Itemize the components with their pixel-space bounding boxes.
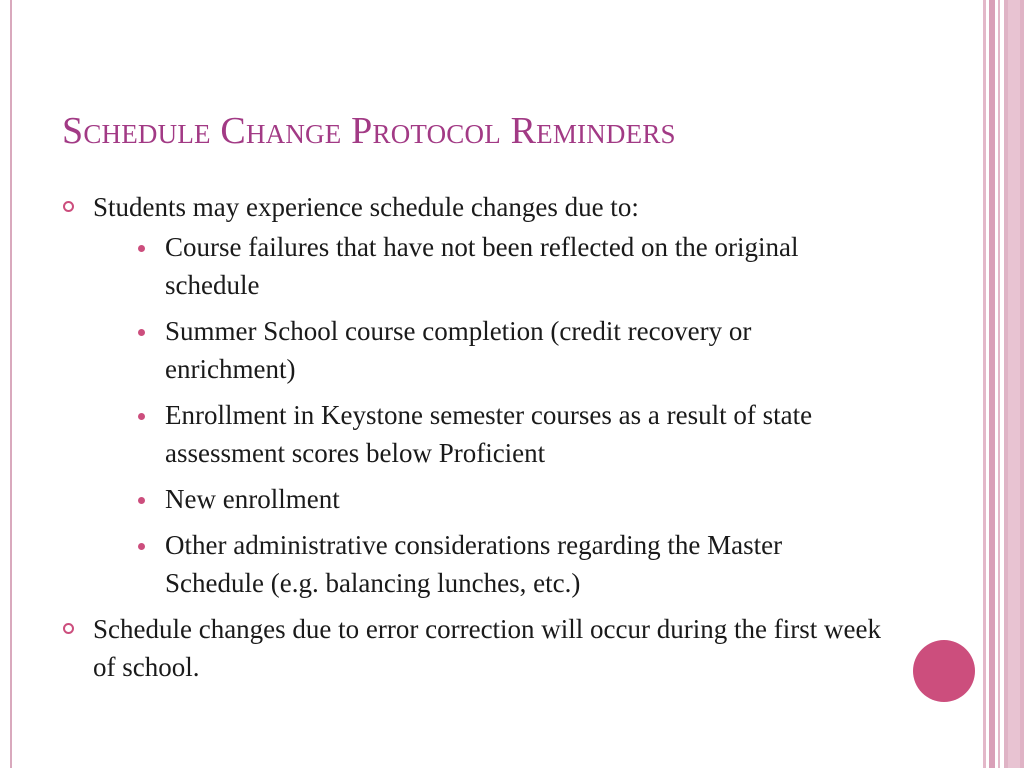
dot-bullet-icon — [138, 543, 145, 550]
dot-bullet-icon — [138, 497, 145, 504]
sub-bullet-text: Other administrative considerations regarding the Master Schedule (e.g. balancing lunches, etc.) — [165, 530, 783, 598]
sub-bullet-text: Summer School course completion (credit recovery or enrichment) — [165, 316, 752, 384]
dot-bullet-icon — [138, 329, 145, 336]
slide-title: Schedule Change Protocol Reminders — [62, 110, 676, 152]
slide-body — [62, 188, 882, 690]
bullet-text: Students may experience schedule changes due to: — [93, 192, 639, 222]
sub-bullet-list — [93, 228, 882, 602]
left-border-line — [10, 0, 12, 768]
sub-bullet-text: Course failures that have not been reflected on the original schedule — [165, 232, 799, 300]
sub-bullet-text: New enrollment — [165, 484, 340, 514]
sub-bullet-item — [93, 312, 882, 388]
ring-bullet-icon — [63, 201, 74, 212]
bullet-item — [62, 188, 882, 602]
sub-bullet-item — [93, 228, 882, 304]
sub-bullet-item — [93, 480, 882, 518]
right-stripe — [998, 0, 1000, 768]
right-stripe — [989, 0, 995, 768]
sub-bullet-item — [93, 526, 882, 602]
ring-bullet-icon — [63, 623, 74, 634]
bullet-text: Schedule changes due to error correction will occur during the first week of school. — [93, 614, 881, 682]
dot-bullet-icon — [138, 413, 145, 420]
sub-bullet-text: Enrollment in Keystone semester courses as a result of state assessment scores below Proficient — [165, 400, 813, 468]
right-stripe-inner — [1008, 0, 1020, 768]
sub-bullet-item — [93, 396, 882, 472]
dot-bullet-icon — [138, 245, 145, 252]
right-stripe — [983, 0, 986, 768]
bullet-item — [62, 610, 882, 686]
decorative-circle — [913, 640, 975, 702]
